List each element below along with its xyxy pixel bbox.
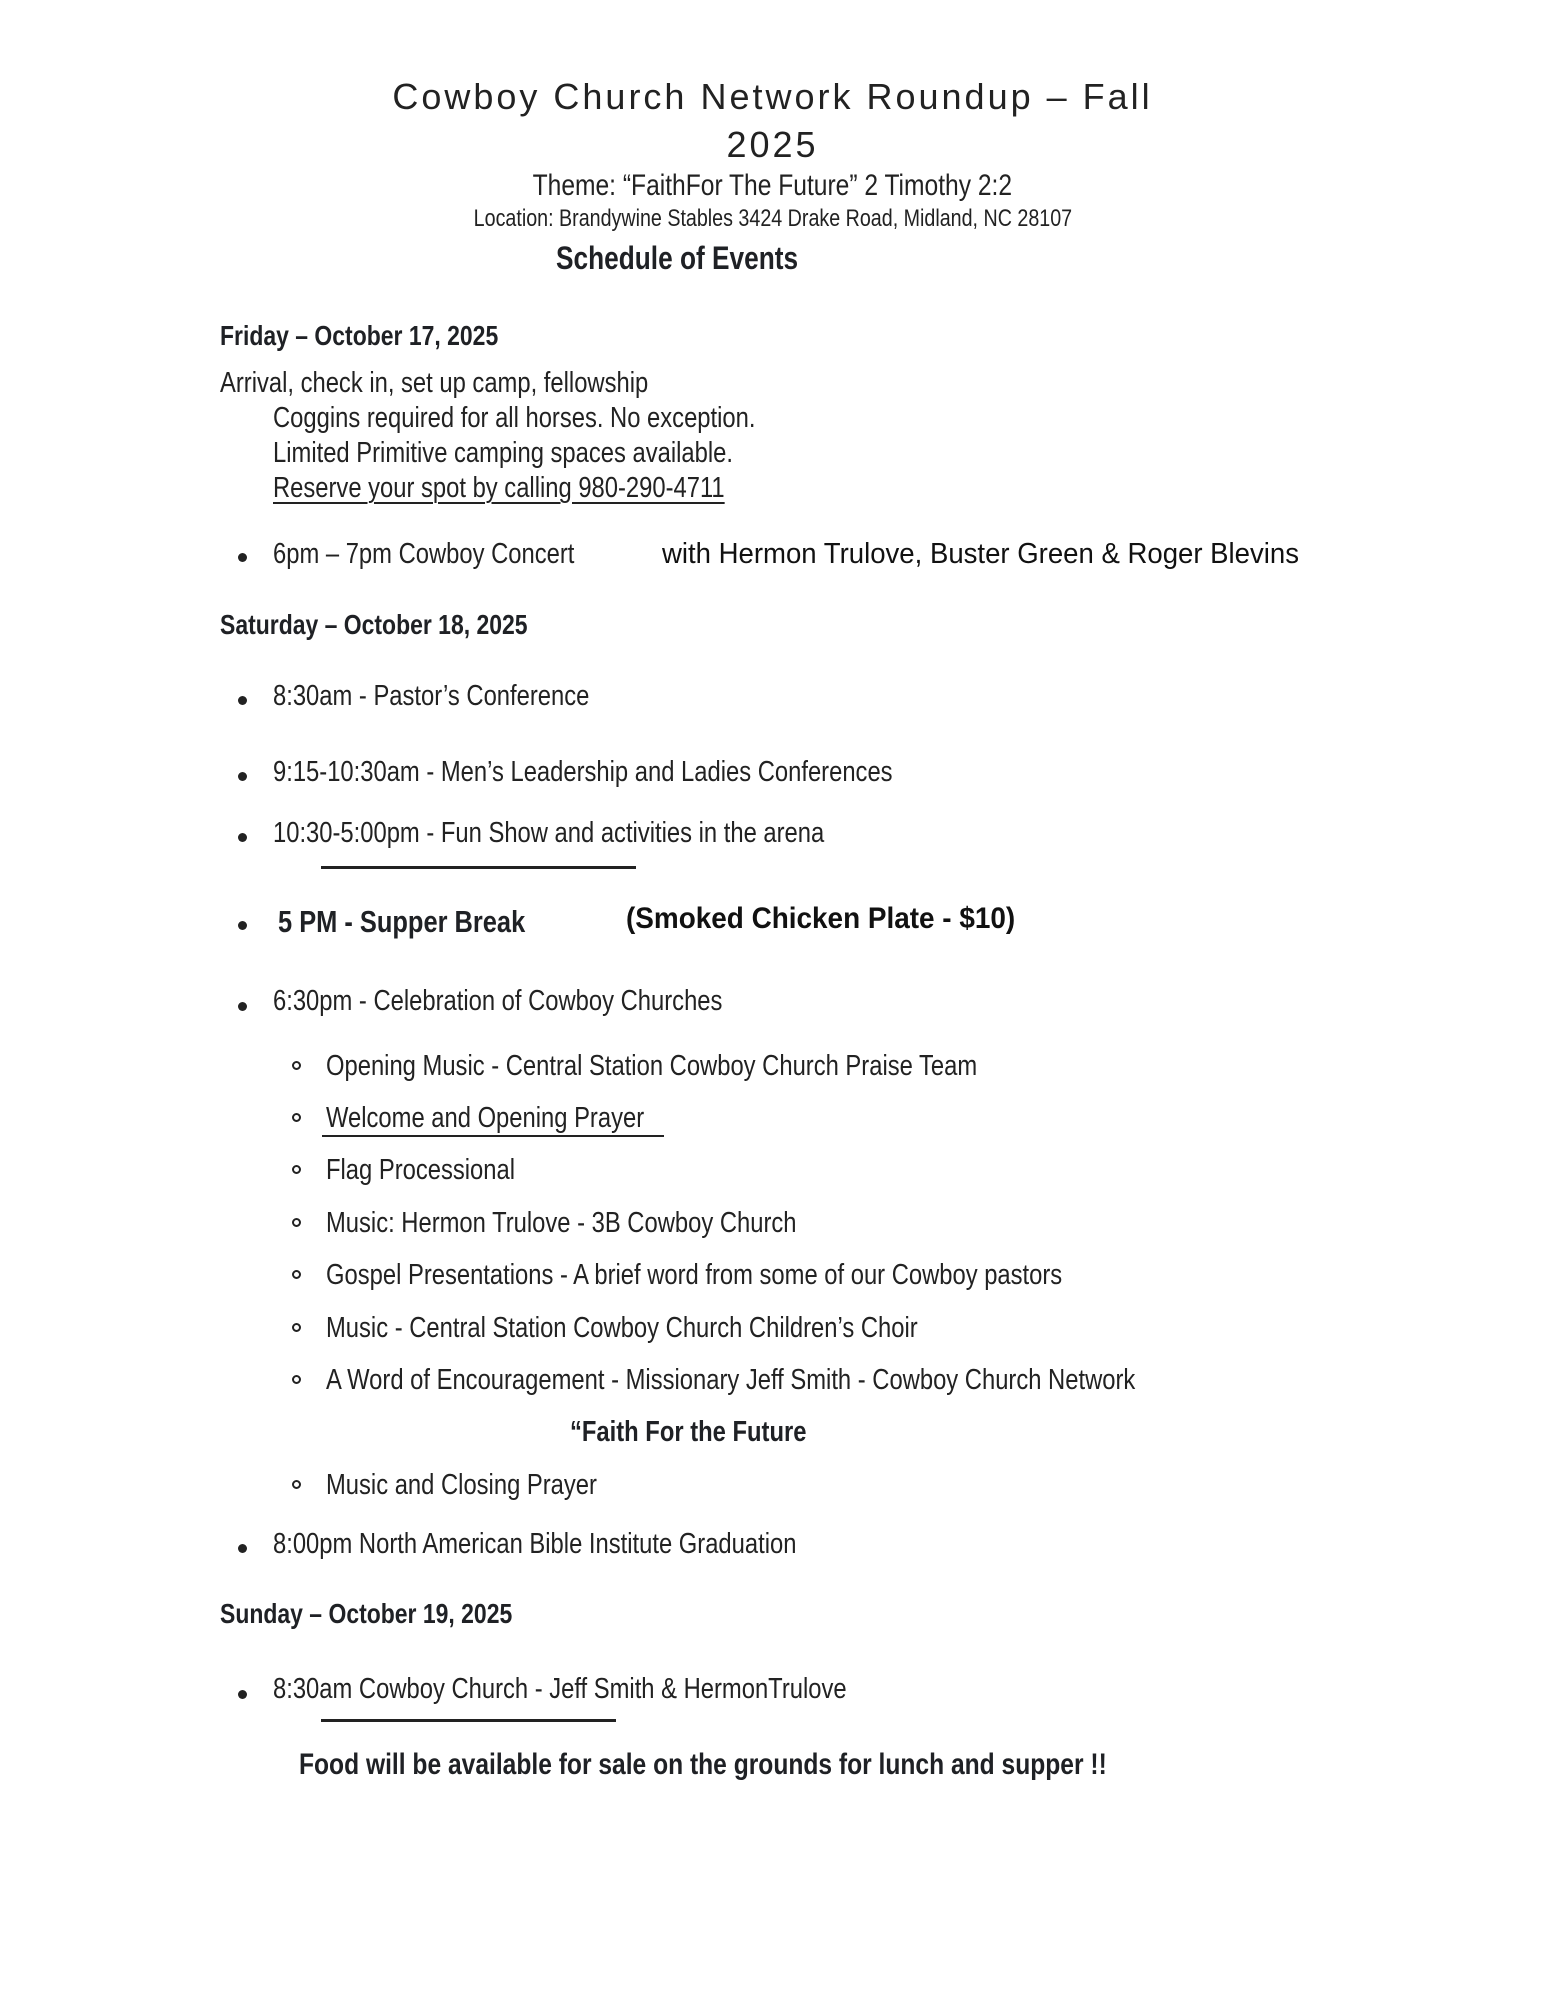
program-item: Music and Closing Prayer (326, 1469, 597, 1501)
location-text: Location: Brandywine Stables 3424 Drake Road, Midland, NC 28107 (473, 205, 1072, 232)
friday-event-time: 6pm – 7pm Cowboy Concert (273, 538, 575, 570)
program-item: A Word of Encouragement - Missionary Jeff Smith - Cowboy Church Network (326, 1364, 1136, 1396)
supper-note-text: (Smoked Chicken Plate - $10) (626, 902, 1016, 935)
program-item: Gospel Presentations - A brief word from some of our Cowboy pastors (326, 1259, 1063, 1291)
circle-bullet-icon (292, 1113, 301, 1122)
circle-bullet-icon (292, 1375, 301, 1384)
saturday-heading: Saturday – October 18, 2025 (220, 609, 528, 640)
circle-bullet-icon (292, 1270, 301, 1279)
supper-break-label: 5 PM - Supper Break (278, 904, 526, 939)
celebration-label: 6:30pm - Celebration of Cowboy Churches (273, 985, 723, 1017)
performers-text: with Hermon Trulove, Buster Green & Roger Blevins (662, 538, 1299, 570)
sermon-title: “Faith For the Future (570, 1416, 807, 1448)
circle-bullet-icon (292, 1061, 301, 1070)
underline-mark (321, 866, 636, 869)
saturday-event: 9:15-10:30am - Men’s Leadership and Ladies Conferences (273, 756, 893, 788)
page-title-line-1: Cowboy Church Network Roundup – Fall (392, 76, 1153, 117)
circle-bullet-icon (292, 1323, 301, 1332)
bullet-icon (238, 696, 247, 705)
supper-note (626, 902, 1044, 936)
saturday-event: 10:30-5:00pm - Fun Show and activities in the arena (273, 817, 825, 849)
circle-bullet-icon (292, 1165, 301, 1174)
reserve-phone-line: Reserve your spot by calling 980-290-4711 (273, 472, 725, 504)
friday-line: Arrival, check in, set up camp, fellowship (220, 367, 649, 399)
food-note: Food will be available for sale on the grounds for lunch and supper !! (299, 1748, 1107, 1781)
underline-mark (322, 1135, 664, 1137)
bullet-icon (238, 1544, 247, 1553)
bullet-icon (238, 921, 247, 930)
page-title-line-2: 2025 (726, 124, 819, 165)
circle-bullet-icon (292, 1218, 301, 1227)
circle-bullet-icon (292, 1480, 301, 1489)
underline-mark (321, 1719, 616, 1722)
sunday-event: 8:30am Cowboy Church - Jeff Smith & HermonTrulove (273, 1673, 847, 1705)
bullet-icon (238, 553, 247, 562)
saturday-event: 8:30am - Pastor’s Conference (273, 680, 590, 712)
program-item: Music - Central Station Cowboy Church Children’s Choir (326, 1312, 918, 1344)
friday-line: Limited Primitive camping spaces available. (273, 437, 733, 469)
program-item: Music: Hermon Trulove - 3B Cowboy Church (326, 1207, 797, 1239)
theme-text: Theme: “FaithFor The Future” 2 Timothy 2:2 (532, 169, 1013, 202)
location-line (0, 205, 1545, 233)
friday-heading: Friday – October 17, 2025 (220, 320, 499, 351)
friday-event-performers (662, 538, 1333, 571)
bullet-icon (238, 1002, 247, 1011)
schedule-heading: Schedule of Events (556, 240, 799, 276)
bullet-icon (238, 772, 247, 781)
program-item: Flag Processional (326, 1154, 516, 1186)
graduation-event: 8:00pm North American Bible Institute Graduation (273, 1528, 797, 1560)
program-item: Welcome and Opening Prayer (326, 1102, 645, 1134)
theme-line (0, 169, 1545, 203)
sunday-heading: Sunday – October 19, 2025 (220, 1598, 513, 1629)
program-item: Opening Music - Central Station Cowboy Church Praise Team (326, 1050, 978, 1082)
bullet-icon (238, 1690, 247, 1699)
bullet-icon (238, 833, 247, 842)
friday-line: Coggins required for all horses. No exception. (273, 402, 756, 434)
